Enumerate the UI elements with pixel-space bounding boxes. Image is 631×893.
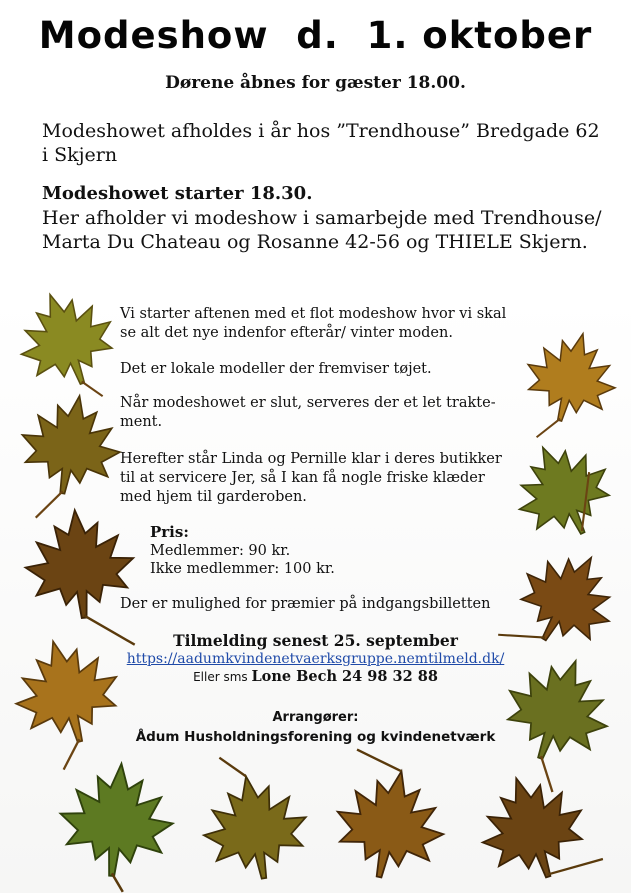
price-non-members: Ikke medlemmer: 100 kr. xyxy=(150,561,335,577)
organizers-names: Ådum Husholdningsforening og kvindenetværk xyxy=(135,729,496,745)
models-paragraph: Det er lokale modeller der fremviser tøjet. xyxy=(120,361,432,377)
maple-leaf-icon xyxy=(10,398,125,508)
intro-paragraph: Vi starter aftenen med et flot modeshow hvor vi skal se alt det nye indenfor efterår/ vinter moden. xyxy=(120,306,507,341)
doors-open-text: Dørene åbnes for gæster 18.00. xyxy=(165,73,466,93)
price-members: Medlemmer: 90 kr. xyxy=(150,543,291,559)
signup-deadline: Tilmelding senest 25. september xyxy=(173,631,458,650)
signup-link[interactable]: https://aadumkvindenetvaerksgruppe.nemtilmeld.dk/ xyxy=(126,651,505,667)
page-title: Modeshow d. 1. oktober xyxy=(38,14,593,57)
collaboration-text: Her afholder vi modeshow i samarbejde med Trendhouse/ Marta Du Chateau og Rosanne 42-56 og THIELE Skjern. xyxy=(42,207,602,253)
maple-leaf-icon xyxy=(470,775,600,890)
sms-contact-line xyxy=(0,668,631,685)
prizes-text: Der er mulighed for præmier på indgangsbilletten xyxy=(120,596,491,612)
price-heading: Pris: xyxy=(150,523,189,541)
shopping-paragraph: Herefter står Linda og Pernille klar i deres butikker til at servicere Jer, så I kan få nogle friske klæder med hjem til garderoben. xyxy=(120,451,502,505)
refreshments-paragraph: Når modeshowet er slut, serveres der et let trakte-ment. xyxy=(120,395,496,430)
venue-text: Modeshowet afholdes i år hos ”Trendhouse” Bredgade 62 i Skjern xyxy=(42,120,600,166)
maple-leaf-icon xyxy=(196,775,316,890)
maple-leaf-icon xyxy=(325,770,455,890)
sms-contact: Lone Bech 24 98 32 88 xyxy=(251,668,438,685)
maple-leaf-icon xyxy=(518,330,623,435)
maple-leaf-icon xyxy=(10,296,120,396)
maple-leaf-icon xyxy=(510,440,620,550)
maple-leaf-icon xyxy=(52,760,182,885)
sms-prefix: Eller sms xyxy=(193,670,248,684)
organizers-heading: Arrangører: xyxy=(272,710,359,725)
start-time-text: Modeshowet starter 18.30. xyxy=(42,183,313,204)
